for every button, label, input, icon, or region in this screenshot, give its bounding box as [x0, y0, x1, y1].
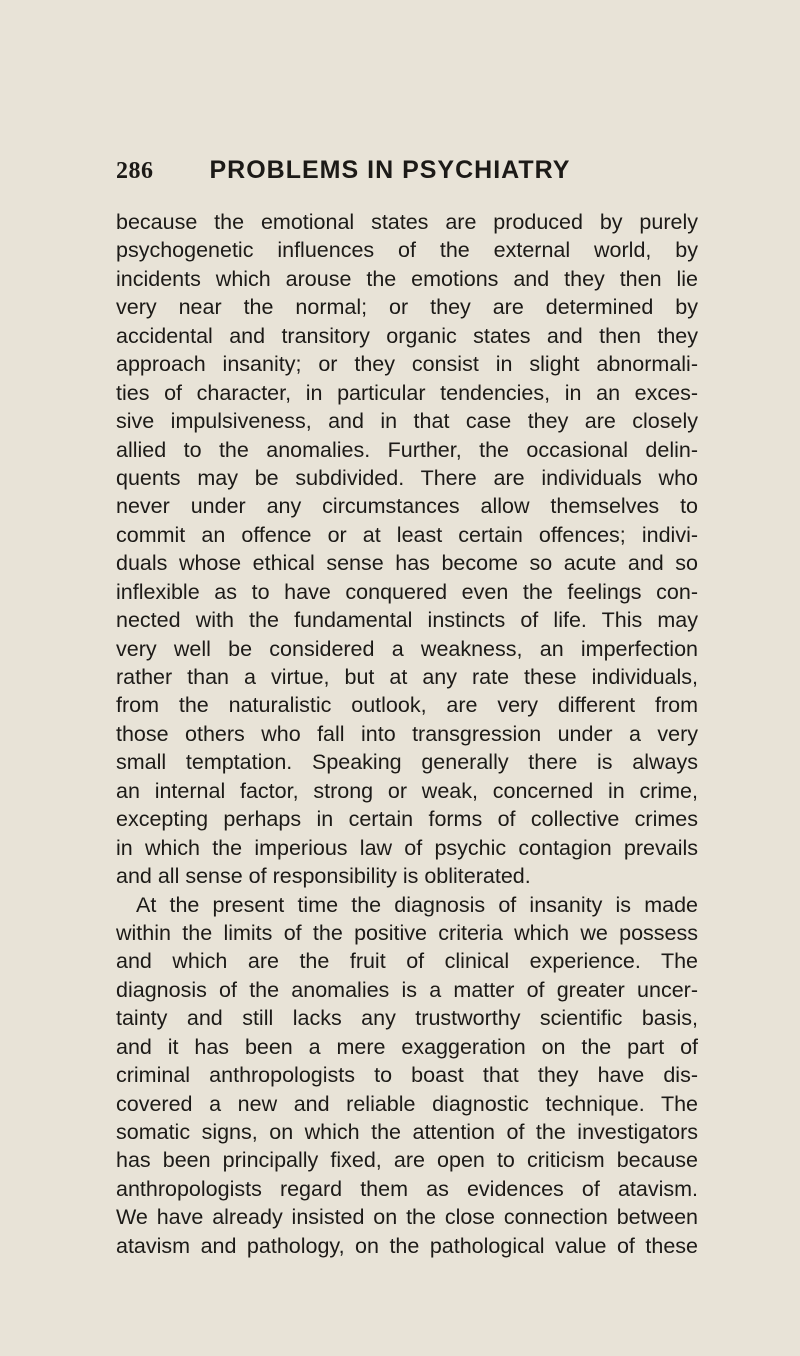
- running-head: [116, 156, 696, 192]
- text-line: small temptation. Speaking generally there is always: [116, 750, 698, 775]
- text-line: incidents which arouse the emotions and they then lie: [116, 266, 698, 291]
- paragraph-start-line: At the present time the diagnosis of insanity is made: [136, 892, 698, 917]
- page-number: 286: [116, 158, 154, 184]
- text-line: nected with the fundamental instincts of life. This may: [116, 608, 698, 633]
- text-line: very well be considered a weakness, an imperfection: [116, 636, 698, 661]
- text-line: criminal anthropologists to boast that they have dis-: [116, 1063, 698, 1088]
- text-line: somatic signs, on which the attention of the investigators: [116, 1120, 698, 1144]
- text-line: psychogenetic influences of the external world, by: [116, 238, 698, 263]
- text-line: and all sense of responsibility is obliterated.: [116, 864, 531, 889]
- text-line: ties of character, in particular tendencies, in an exces-: [116, 380, 698, 405]
- text-line: sive impulsiveness, and in that case they are closely: [116, 409, 698, 434]
- text-line: within the limits of the positive criteria which we possess: [116, 920, 698, 945]
- text-line: commit an offence or at least certain offences; indivi-: [116, 522, 698, 547]
- text-line: diagnosis of the anomalies is a matter of greater uncer-: [116, 977, 698, 1002]
- text-line: an internal factor, strong or weak, concerned in crime,: [116, 778, 698, 803]
- text-line: and which are the fruit of clinical experience. The: [116, 949, 698, 974]
- text-line: excepting perhaps in certain forms of collective crimes: [116, 807, 698, 832]
- text-line: rather than a virtue, but at any rate these individuals,: [116, 665, 698, 689]
- text-line: atavism and pathology, on the pathological value of these: [116, 1233, 698, 1258]
- text-line: allied to the anomalies. Further, the occasional delin-: [116, 437, 698, 462]
- text-line: duals whose ethical sense has become so acute and so: [116, 551, 698, 576]
- text-line: never under any circumstances allow themselves to: [116, 494, 698, 519]
- text-line: anthropologists regard them as evidences of atavism.: [116, 1176, 698, 1201]
- text-line: and it has been a mere exaggeration on the part of: [116, 1034, 698, 1059]
- text-line: tainty and still lacks any trustworthy scientific basis,: [116, 1006, 698, 1031]
- text-line: quents may be subdivided. There are individuals who: [116, 465, 698, 490]
- text-line: very near the normal; or they are determined by: [116, 295, 698, 320]
- text-line: has been principally fixed, are open to criticism because: [116, 1148, 698, 1173]
- text-line: those others who fall into transgression under a very: [116, 721, 698, 746]
- text-line: accidental and transitory organic states and then they: [116, 323, 698, 348]
- text-line: because the emotional states are produced by purely: [116, 210, 698, 234]
- text-line: from the naturalistic outlook, are very different from: [116, 693, 698, 718]
- text-line: We have already insisted on the close connection between: [116, 1205, 698, 1230]
- body-text: [116, 208, 698, 1260]
- text-line: approach insanity; or they consist in slight abnormali-: [116, 352, 698, 377]
- text-line: inflexible as to have conquered even the feelings con-: [116, 579, 698, 604]
- running-title: PROBLEMS IN PSYCHIATRY: [209, 156, 571, 184]
- text-line: covered a new and reliable diagnostic technique. The: [116, 1091, 698, 1116]
- text-line: in which the imperious law of psychic contagion prevails: [116, 835, 698, 860]
